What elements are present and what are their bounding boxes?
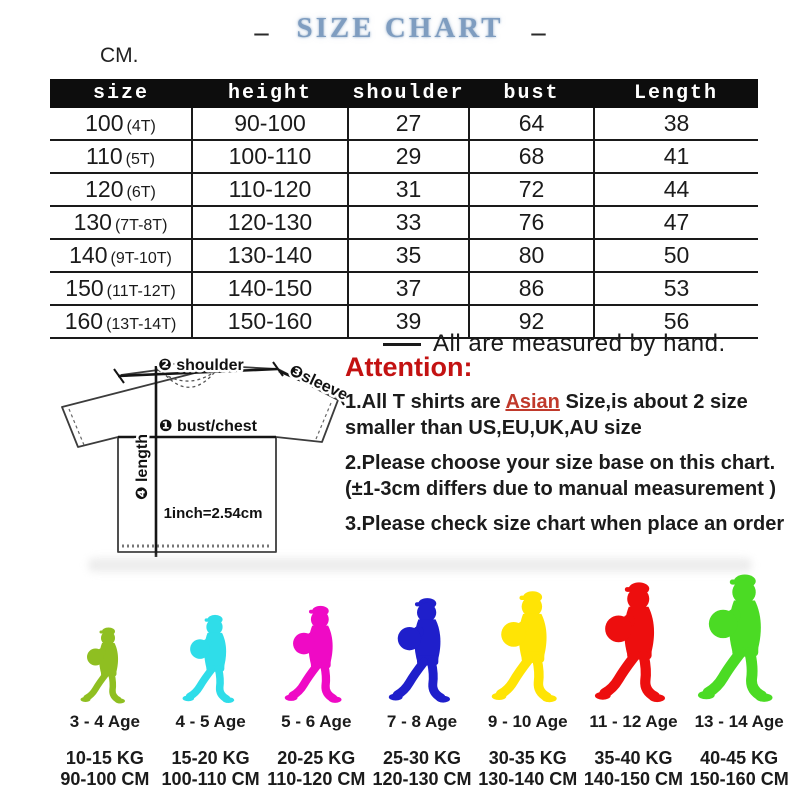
- bust-cell: 86: [469, 272, 594, 305]
- height-cell: 110-120: [192, 173, 348, 206]
- shoulder-cell: 29: [348, 140, 469, 173]
- attention-notes: [345, 389, 800, 546]
- length-cell: 47: [594, 206, 758, 239]
- height-cell: 150-160: [192, 305, 348, 338]
- age-figure: [581, 580, 687, 790]
- age-figure: [263, 604, 369, 790]
- unit-label: CM.: [100, 44, 139, 67]
- bust-cell: 72: [469, 173, 594, 206]
- size-cell: 130 (7T-8T): [73, 209, 168, 235]
- length-measure-label: ❹ length: [134, 434, 151, 500]
- bust-cell: 92: [469, 305, 594, 338]
- page-title: SIZE CHART: [296, 12, 504, 44]
- header-size: size: [50, 79, 192, 108]
- height-label: 100-110 CM: [161, 769, 260, 789]
- length-cell: 44: [594, 173, 758, 206]
- kid-silhouette-icon: [182, 613, 240, 706]
- size-cell: 110 (5T): [86, 143, 155, 169]
- header-shoulder: shoulder: [348, 79, 469, 108]
- bust-measure-label: ❶ bust/chest: [158, 418, 258, 435]
- title-dash-right: –: [531, 16, 546, 48]
- size-cell: 140 (9T-10T): [69, 242, 172, 268]
- bust-cell: 80: [469, 239, 594, 272]
- height-cell: 120-130: [192, 206, 348, 239]
- header-height: height: [192, 79, 348, 108]
- kid-silhouette-icon: [284, 604, 348, 706]
- kid-silhouette-icon: [491, 589, 564, 706]
- age-label: 9 - 10 Age: [487, 712, 568, 731]
- age-label: 13 - 14 Age: [694, 712, 784, 731]
- shoulder-cell: 35: [348, 239, 469, 272]
- length-cell: 56: [594, 305, 758, 338]
- weight-label: 30-35 KG: [488, 748, 567, 768]
- shoulder-cell: 33: [348, 206, 469, 239]
- kid-silhouette-icon: [594, 580, 673, 706]
- table-row: [50, 272, 758, 305]
- length-cell: 53: [594, 272, 758, 305]
- size-cell: 100 (4T): [85, 110, 156, 136]
- table-row: [50, 173, 758, 206]
- age-figure: [686, 572, 792, 790]
- shoulder-cell: 39: [348, 305, 469, 338]
- age-figure: [158, 613, 264, 790]
- age-figures-row: [52, 560, 792, 790]
- tshirt-measurement-diagram-icon: [38, 352, 350, 570]
- age-label: 7 - 8 Age: [386, 712, 458, 731]
- table-row: [50, 239, 758, 272]
- age-label: 3 - 4 Age: [69, 712, 140, 731]
- shoulder-cell: 27: [348, 108, 469, 140]
- height-label: 110-120 CM: [267, 769, 366, 789]
- table-row: [50, 108, 758, 140]
- length-cell: 38: [594, 108, 758, 140]
- height-label: 130-140 CM: [478, 769, 578, 789]
- height-label: 90-100 CM: [60, 769, 150, 789]
- age-label: 11 - 12 Age: [589, 712, 678, 731]
- bust-cell: 76: [469, 206, 594, 239]
- age-figure: [52, 626, 158, 790]
- kid-silhouette-icon: [80, 626, 130, 706]
- length-cell: 41: [594, 140, 758, 173]
- height-cell: 100-110: [192, 140, 348, 173]
- age-label: 5 - 6 Age: [281, 712, 352, 731]
- kid-silhouette-icon: [388, 596, 457, 706]
- weight-label: 25-30 KG: [382, 748, 462, 768]
- table-row: [50, 206, 758, 239]
- size-cell: 150 (11T-12T): [65, 275, 176, 301]
- weight-label: 35-40 KG: [594, 748, 673, 768]
- weight-label: 15-20 KG: [171, 748, 250, 768]
- weight-label: 10-15 KG: [65, 748, 144, 768]
- age-figure: [369, 596, 475, 790]
- weight-label: 40-45 KG: [700, 748, 779, 768]
- measured-note-text: All are measured by hand.: [433, 330, 726, 357]
- size-table-header-row: [50, 79, 758, 108]
- header-length: Length: [594, 79, 758, 108]
- bust-cell: 68: [469, 140, 594, 173]
- size-cell: 160 (13T-14T): [64, 308, 177, 334]
- shoulder-cell: 37: [348, 272, 469, 305]
- height-label: 150-160 CM: [689, 769, 789, 789]
- height-label: 120-130 CM: [372, 769, 472, 789]
- height-cell: 130-140: [192, 239, 348, 272]
- attention-note-1: 1.All T shirts are Asian Size,is about 2 size smaller than US,EU,UK,AU size: [345, 391, 748, 439]
- age-figure: [475, 589, 581, 790]
- table-row: [50, 140, 758, 173]
- length-cell: 50: [594, 239, 758, 272]
- height-cell: 90-100: [192, 108, 348, 140]
- attention-note-2: 2.Please choose your size base on this chart.(±1-3cm differs due to manual measurement ): [345, 452, 777, 500]
- height-label: 140-150 CM: [583, 769, 683, 789]
- sleeve-measure-label: ❸sleeve: [286, 362, 350, 405]
- age-label: 4 - 5 Age: [175, 712, 246, 731]
- title-dash-left: –: [254, 16, 269, 48]
- height-cell: 140-150: [192, 272, 348, 305]
- shoulder-measure-label: ❷ shoulder: [158, 357, 244, 374]
- attention-note-3: 3.Please check size chart when place an order: [345, 513, 785, 535]
- size-cell: 120 (6T): [85, 176, 156, 202]
- asian-highlight: Asian: [505, 391, 560, 413]
- size-table: [50, 79, 758, 339]
- dash-rule: [383, 343, 421, 346]
- header-bust: bust: [469, 79, 594, 108]
- shoulder-cell: 31: [348, 173, 469, 206]
- attention-heading: Attention:: [345, 352, 473, 382]
- weight-label: 20-25 KG: [277, 748, 356, 768]
- kid-silhouette-icon: [697, 572, 781, 706]
- inch-conversion-label: 1inch=2.54cm: [163, 505, 263, 522]
- bust-cell: 64: [469, 108, 594, 140]
